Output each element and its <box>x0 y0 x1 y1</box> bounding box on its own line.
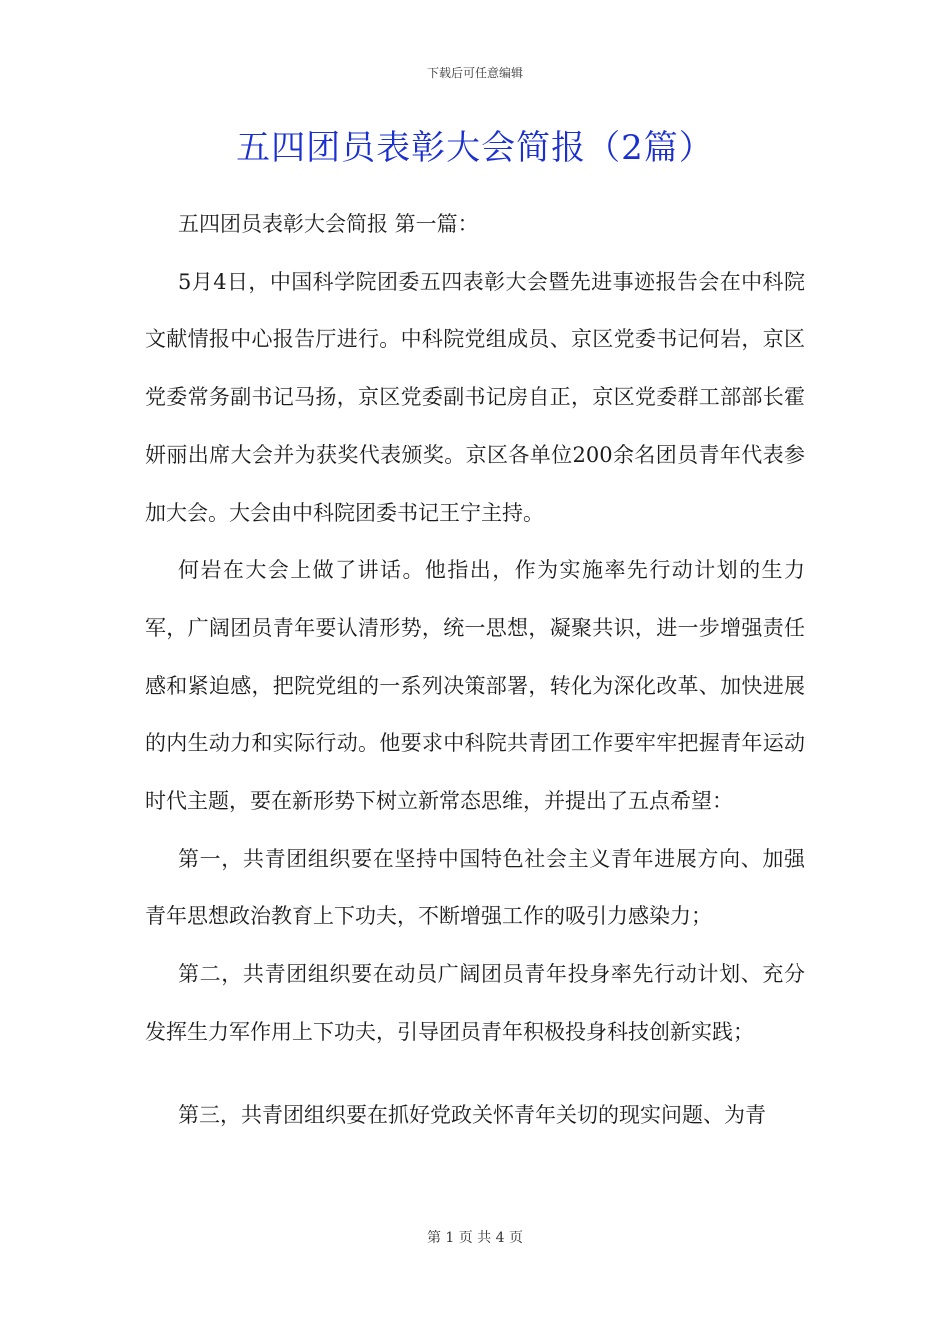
paragraph: 第二，共青团组织要在动员广阔团员青年投身率先行动计划、充分发挥生力军作用上下功夫，引导团员青年积极投身科技创新实践； <box>145 962 805 1044</box>
paragraph-subtitle: 五四团员表彰大会简报 第一篇： <box>178 212 479 236</box>
paragraph: 第一，共青团组织要在坚持中国特色社会主义青年进展方向、加强青年思想政治教育上下功夫，不断增强工作的吸引力感染力； <box>145 846 805 929</box>
paragraph: 第三，共青团组织要在抓好党政关怀青年关切的现实问题、为青 <box>178 1102 766 1127</box>
paragraph: 何岩在大会上做了讲话。他指出，作为实施率先行动计划的生力军，广阔团员青年要认清形势，统一思想，凝聚共识，进一步增强责任感和紧迫感，把院党组的一系列决策部署，转化为深化改革、加快进展的内生动力和实际行动。他要求中科院共青团工作要牢牢把握青年运动时代主题，要在新形势下树立新常态思维，并提出了五点希望： <box>145 558 805 814</box>
page-indicator: 第 1 页 共 4 页 <box>426 1230 524 1246</box>
header-note: 下载后可任意编辑 <box>426 66 523 80</box>
document-body <box>145 196 805 1144</box>
paragraph: 5月4日，中国科学院团委五四表彰大会暨先进事迹报告会在中科院文献情报中心报告厅进行。中科院党组成员、京区党委书记何岩，京区党委常务副书记马扬，京区党委副书记房自正，京区党委群工部部长霍妍丽出席大会并为获奖代表颁奖。京区各单位200余名团员青年代表参加大会。大会由中科院团委书记王宁主持。 <box>145 269 805 525</box>
document-title: 五四团员表彰大会简报（2篇） <box>236 128 714 168</box>
